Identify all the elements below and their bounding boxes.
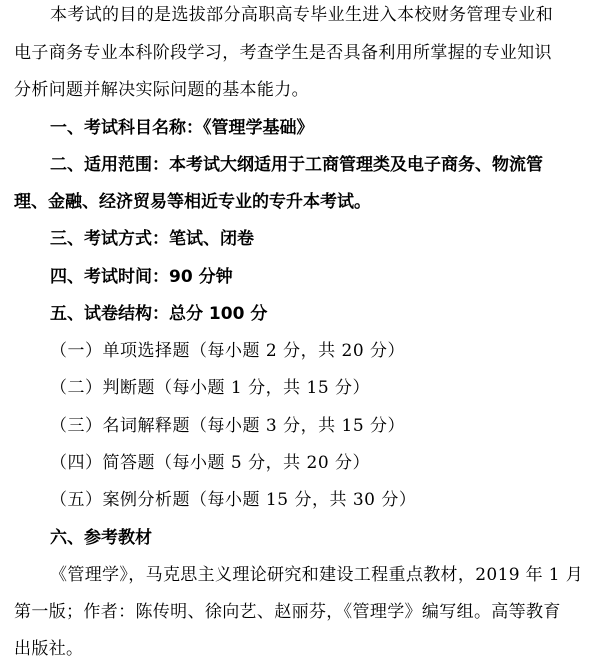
- section-2-line-1: 二、适用范围：本考试大纲适用于工商管理类及电子商务、物流管: [50, 155, 543, 175]
- structure-item: （四）简答题（每小题 5 分，共 20 分）: [50, 453, 371, 473]
- section-5-heading: 五、试卷结构：总分 100 分: [50, 304, 268, 324]
- reference-line-1: 《管理学》，马克思主义理论研究和建设工程重点教材，2019 年 1 月: [50, 565, 584, 585]
- section-2-line-2: 理、金融、经济贸易等相近专业的专升本考试。: [14, 192, 371, 212]
- intro-line-1: 本考试的目的是选拔部分高职高专毕业生进入本校财务管理专业和: [50, 5, 554, 25]
- reference-line-2: 第一版；作者：陈传明、徐向艺、赵丽芬，《管理学》编写组。高等教育: [14, 602, 561, 622]
- structure-item: （五）案例分析题（每小题 15 分，共 30 分）: [50, 490, 417, 510]
- structure-item: （二）判断题（每小题 1 分，共 15 分）: [50, 378, 371, 398]
- intro-line-3: 分析问题并解决实际问题的基本能力。: [14, 80, 309, 100]
- reference-line-3: 出版社。: [14, 639, 84, 659]
- structure-item: （三）名词解释题（每小题 3 分，共 15 分）: [50, 416, 406, 436]
- section-6-heading: 六、参考教材: [50, 528, 152, 548]
- intro-line-2: 电子商务专业本科阶段学习，考查学生是否具备利用所掌握的专业知识: [14, 43, 552, 63]
- structure-item: （一）单项选择题（每小题 2 分，共 20 分）: [50, 341, 406, 361]
- section-1-heading: 一、考试科目名称：《管理学基础》: [50, 118, 314, 138]
- section-3-heading: 三、考试方式：笔试、闭卷: [50, 229, 254, 249]
- section-4-heading: 四、考试时间：90 分钟: [50, 267, 233, 287]
